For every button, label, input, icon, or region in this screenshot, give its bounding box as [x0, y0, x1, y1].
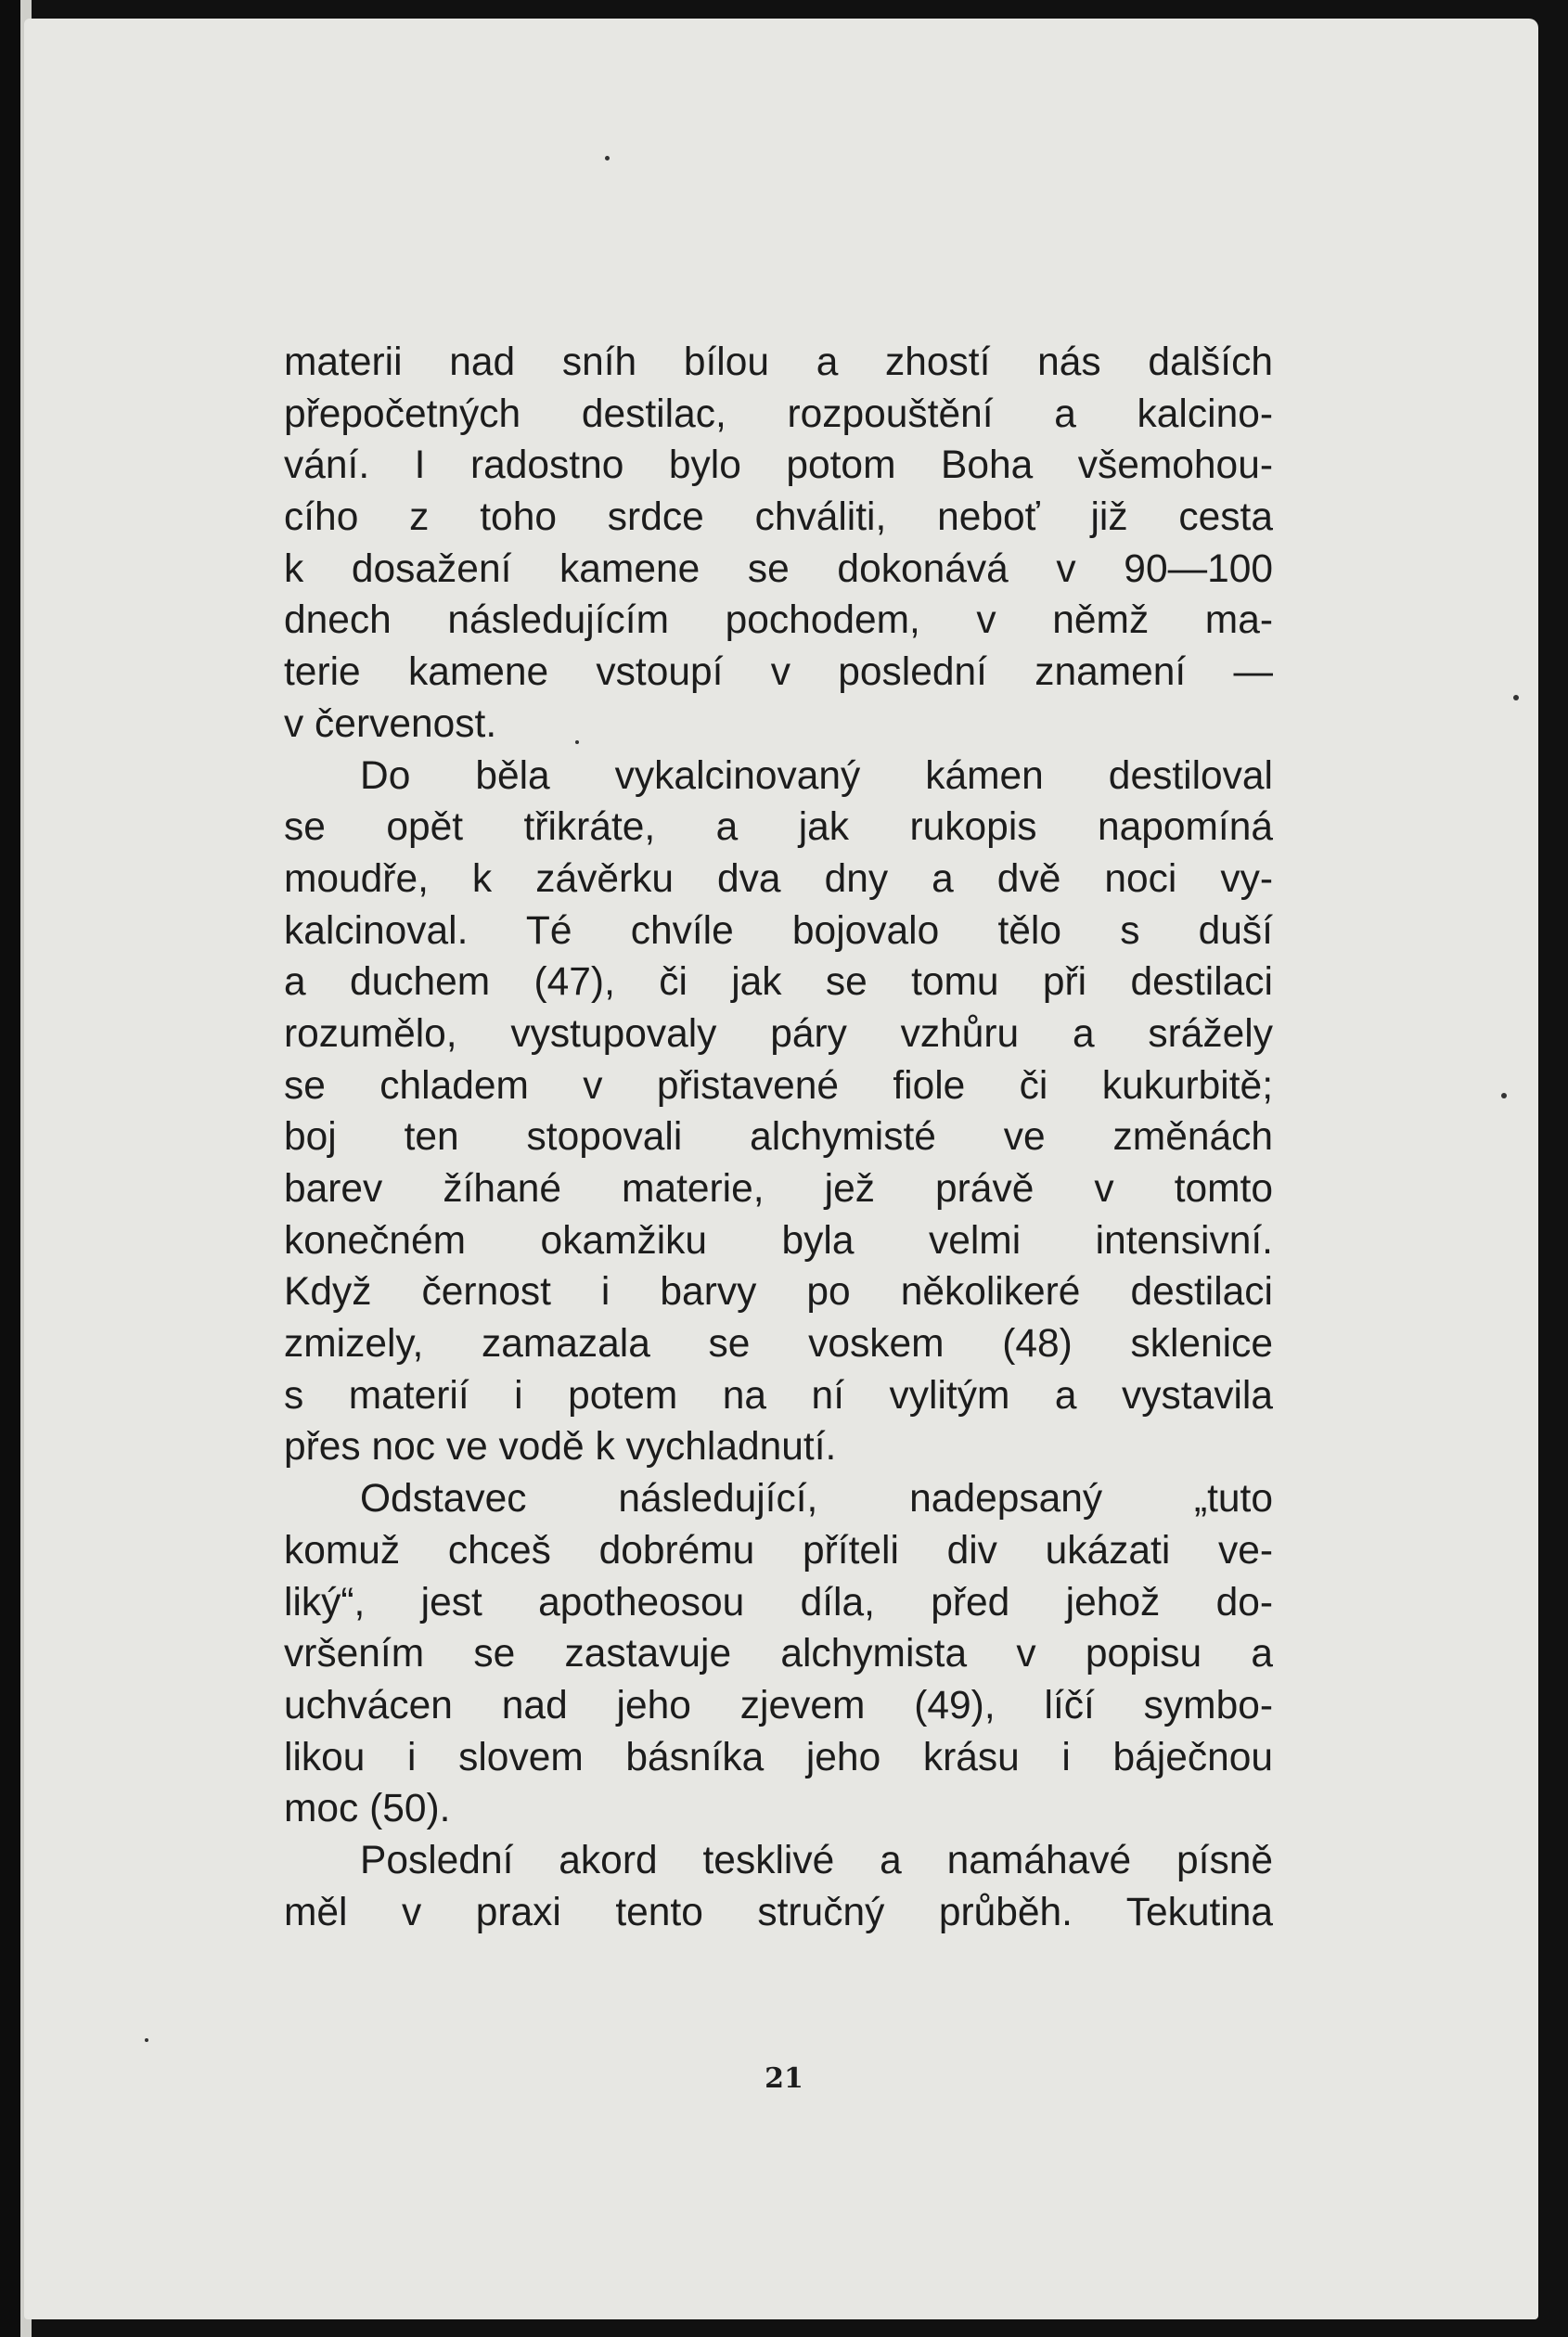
text-line: a duchem (47), či jak se tomu při destilaci: [284, 960, 1273, 1005]
text-line: likou i slovem básníka jeho krásu i báječnou: [284, 1735, 1273, 1779]
text-line: k dosažení kamene se dokonává v 90—100: [284, 546, 1273, 591]
text-line: se chladem v přistavené fiole či kukurbitě;: [284, 1063, 1273, 1108]
text-line: moudře, k závěrku dva dny a dvě noci vy-: [284, 856, 1273, 901]
text-line: terie kamene vstoupí v poslední znamení —: [284, 650, 1273, 695]
text-line: liký“, jest apotheosou díla, před jehož do-: [284, 1580, 1273, 1624]
paragraph-2: [284, 751, 1273, 1474]
text-line: v červenost.: [284, 701, 497, 746]
text-line: Do běla vykalcinovaný kámen destiloval: [360, 753, 1273, 798]
text-line: moc (50).: [284, 1787, 451, 1831]
speck: [1513, 695, 1519, 700]
speck: [1501, 1093, 1507, 1098]
text-line: dnech následujícím pochodem, v němž ma-: [284, 598, 1273, 643]
text-line: měl v praxi tento stručný průběh. Tekutina: [284, 1890, 1273, 1934]
text-line: Když černost i barvy po několikeré destilaci: [284, 1270, 1273, 1315]
speck: [605, 156, 610, 161]
text-line: vršením se zastavuje alchymista v popisu a: [284, 1632, 1273, 1676]
text-line: kalcinoval. Té chvíle bojovalo tělo s duší: [284, 908, 1273, 953]
text-line: vání. I radostno bylo potom Boha všemohou-: [284, 443, 1273, 488]
speck: [145, 2038, 148, 2042]
text-line: uchvácen nad jeho zjevem (49), líčí symbo-: [284, 1683, 1273, 1727]
text-line: barev žíhané materie, jež právě v tomto: [284, 1167, 1273, 1211]
body-text: [284, 337, 1273, 1938]
text-line: materii nad sníh bílou a zhostí nás dalších: [284, 340, 1273, 384]
text-line: zmizely, zamazala se voskem (48) sklenice: [284, 1322, 1273, 1367]
text-line: cího z toho srdce chváliti, neboť již cesta: [284, 495, 1273, 540]
text-line: boj ten stopovali alchymisté ve změnách: [284, 1115, 1273, 1160]
text-line: se opět třikráte, a jak rukopis napomíná: [284, 805, 1273, 850]
paragraph-4: [284, 1835, 1273, 1938]
text-line: Poslední akord tesklivé a namáhavé písně: [360, 1838, 1273, 1882]
paragraph-3: [284, 1473, 1273, 1835]
paragraph-1: [284, 337, 1273, 751]
page-number: 21: [765, 2062, 803, 2095]
text-line: komuž chceš dobrému příteli div ukázati ve-: [284, 1528, 1273, 1573]
text-line: rozumělo, vystupovaly páry vzhůru a srážely: [284, 1011, 1273, 1056]
text-line: přes noc ve vodě k vychladnutí.: [284, 1425, 837, 1470]
text-line: Odstavec následující, nadepsaný „tuto: [360, 1477, 1273, 1522]
text-line: přepočetných destilac, rozpouštění a kalcino-: [284, 392, 1273, 436]
text-line: konečném okamžiku byla velmi intensivní.: [284, 1218, 1273, 1263]
text-line: s materií i potem na ní vylitým a vystavila: [284, 1373, 1273, 1418]
